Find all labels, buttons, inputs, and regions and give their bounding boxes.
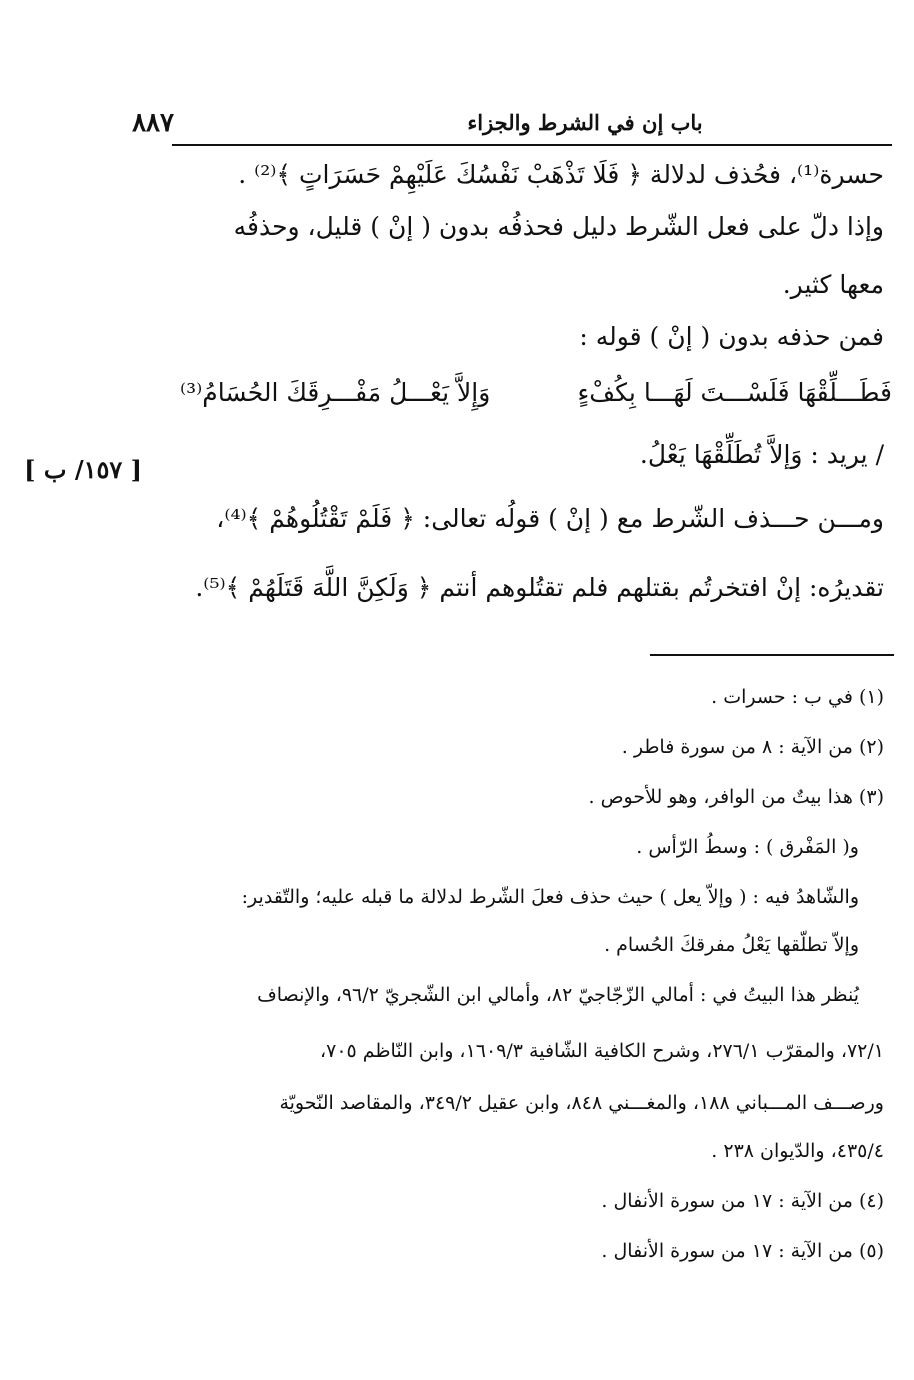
- margin-folio-reference: [ ١٥٧/ ب ]: [24, 455, 142, 484]
- footnote-5: (٥) من الآية : ١٧ من سورة الأنفال .: [601, 1240, 884, 1262]
- page-number: ٨٨٧: [132, 108, 174, 138]
- running-header-title: باب إن في الشرط والجزاء: [467, 110, 703, 135]
- footnote-3-line-6: ٧٢/١، والمقرّب ٢٧٦/١، وشرح الكافية الشّافية ١٦٠٩/٣، وابن النّاظم ٧٠٥،: [319, 1040, 884, 1062]
- body-line-5: / يريد : وَإلاَّ تُطَلِّقْهَا يَعْلُ.: [639, 440, 884, 469]
- body-line-7: تقديرُه: إنْ افتخرتُم بقتلهم فلم تقتُلوهم أنتم ﴿ وَلَكِنَّ اللَّهَ قَتَلَهُمْ ﴾⁽⁵⁾.: [195, 573, 884, 602]
- header-rule: [172, 144, 892, 146]
- footnote-3-line-4: وإلاّ تطلّقها يَعْلُ مفرقكَ الحُسام .: [604, 934, 859, 956]
- footnote-3-line-8: ٤٣٥/٤، والدّيوان ٢٣٨ .: [711, 1140, 884, 1162]
- body-line-2: وإذا دلّ على فعل الشّرط دليل فحذفُه بدون ( إنْ ) قليل، وحذفُه: [233, 212, 884, 241]
- footnote-3: (٣) هذا بيتٌ من الوافر، وهو للأحوص .: [588, 786, 884, 808]
- footnote-3-line-7: ورصـــف المـــباني ١٨٨، والمغـــني ٨٤٨، وابن عقيل ٣٤٩/٢، والمقاصد النّحويّة: [279, 1092, 884, 1114]
- verse-first-hemistich: فَطَـــلِّقْهَا فَلَسْـــتَ لَهَـــا بِكُفْءٍ: [577, 378, 892, 407]
- footnote-3-line-3: والشّاهدُ فيه : ( وإلاّ يعل ) حيث حذف فعلَ الشّرط لدلالة ما قبله عليه؛ والتّقدير:: [241, 886, 859, 908]
- body-line-6: ومـــن حـــذف الشّرط مع ( إنْ ) قولُه تعالى: ﴿ فَلَمْ تَقْتُلُوهُمْ ﴾⁽⁴⁾،: [216, 504, 884, 533]
- body-line-3: معها كثير.: [782, 270, 884, 299]
- body-line-4: فمن حذفه بدون ( إنْ ) قوله :: [579, 322, 884, 351]
- footnote-3-line-5: يُنظر هذا البيتُ في : أمالي الزّجّاجيّ ٨٢، وأمالي ابن الشّجريّ ٩٦/٢، والإنصاف: [257, 984, 859, 1006]
- footnote-1: (١) في ب : حسرات .: [711, 686, 884, 708]
- footnote-separator: [650, 654, 894, 656]
- body-line-1: حسرة⁽¹⁾، فحُذف لدلالة ﴿ فَلَا تَذْهَبْ نَفْسُكَ عَلَيْهِمْ حَسَرَاتٍ ﴾⁽²⁾ .: [238, 160, 884, 189]
- footnote-3-line-2: و( المَفْرق ) : وسطُ الرّأس .: [636, 836, 859, 858]
- verse-second-hemistich: وَإِلاَّ يَعْـــلُ مَفْـــرِقَكَ الحُسَامُ⁽³⁾: [180, 378, 491, 407]
- footnote-2: (٢) من الآية : ٨ من سورة فاطر .: [621, 736, 884, 758]
- footnote-4: (٤) من الآية : ١٧ من سورة الأنفال .: [601, 1190, 884, 1212]
